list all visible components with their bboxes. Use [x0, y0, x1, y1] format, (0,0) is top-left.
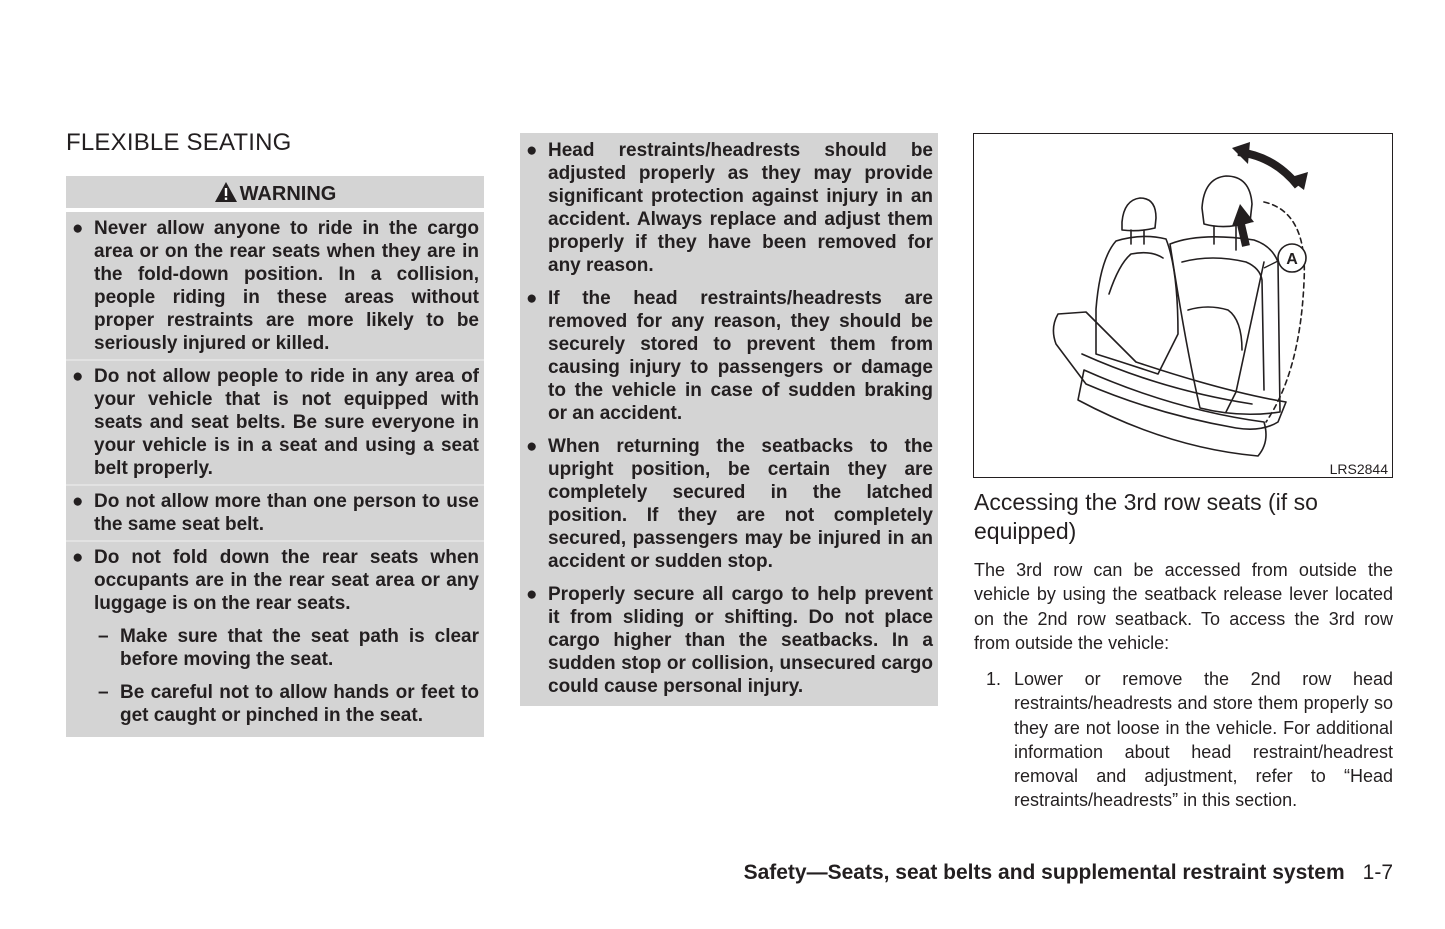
warning-item: ● If the head restraints/headrests are removed for any reason, they should be securely stored to prevent them from causing injury to passengers or damage to the vehicle in case of sudden braking or an accident. [526, 288, 933, 424]
step-number: 1. [986, 669, 1002, 689]
page-number: 1-7 [1362, 861, 1393, 884]
figure-code: LRS2844 [1329, 461, 1388, 477]
warning-subitem: – Be careful not to allow hands or feet to get caught or pinched in the seat. [98, 682, 479, 726]
warning-box-left [66, 212, 484, 737]
warning-header [66, 176, 484, 212]
subsection-title: Accessing the 3rd row seats (if so equipped) [974, 489, 1318, 544]
warning-box-right [520, 133, 938, 706]
subsection-body: The 3rd row can be accessed from outside the vehicle by using the seatback release lever located on the 2nd row seatback. To access the 3rd row from outside the vehicle: [974, 560, 1393, 653]
rear-seat-drawing [974, 134, 1391, 476]
page-footer [744, 861, 1393, 885]
callout-a-label: A [1286, 251, 1298, 268]
seat-illustration [973, 133, 1393, 478]
warning-subitem: – Make sure that the seat path is clear before moving the seat. [98, 626, 479, 670]
warning-item: ● Never allow anyone to ride in the cargo area or on the rear seats when they are in the fold-down position. In a collision, people riding in these areas without proper restraints are more likely to be seriously injured or killed. [72, 218, 479, 354]
warning-item: ● Head restraints/headrests should be adjusted properly as they may provide significant protection against injury in an accident. Always replace and adjust them properly if they have been removed for any reason. [526, 140, 933, 276]
warning-item: ● Do not allow people to ride in any area of your vehicle that is not equipped with seats and seat belts. Be sure everyone in your vehicle is in a seat and using a seat belt properly. [72, 366, 479, 479]
footer-chapter: Safety—Seats, seat belts and supplemental restraint system [743, 861, 1345, 884]
step-text: Lower or remove the 2nd row head restraints/headrests and store them properly so they are not loose in the vehicle. For additional information about head restraint/headrest removal and adjustment, refer to “Head restraints/headrests” in this section. [1014, 669, 1393, 811]
warning-item: ● Properly secure all cargo to help prevent it from sliding or shifting. Do not place cargo higher than the seatbacks. In a sudden stop or collision, unsecured cargo could cause personal injury. [526, 584, 933, 697]
warning-label: WARNING [239, 183, 337, 205]
section-title: FLEXIBLE SEATING [66, 129, 292, 156]
warning-item: ● When returning the seatbacks to the upright position, be certain they are completely secured in the latched position. If they are not completely secured, passengers may be injured in an accident or sudden stop. [526, 436, 933, 572]
warning-triangle-icon [214, 181, 238, 203]
warning-item: ● Do not allow more than one person to use the same seat belt. [72, 491, 479, 535]
step-item [974, 667, 1393, 813]
warning-item: ● Do not fold down the rear seats when occupants are in the rear seat area or any luggage is on the rear seats. [72, 547, 479, 614]
